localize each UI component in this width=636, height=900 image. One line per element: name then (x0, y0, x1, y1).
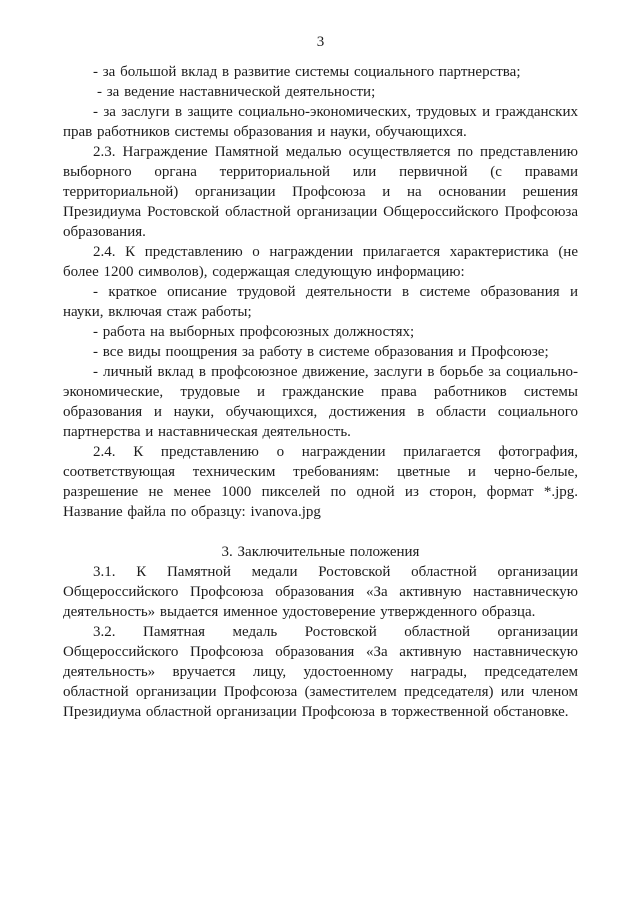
characteristic-item-personal-contribution: - личный вклад в профсоюзное движение, заслуги в борьбе за социально-экономические, трудовые и гражданские права работников системы образования и науки, обучающихся, достижения в области социального партнерства и наставническая деятельность. (63, 364, 578, 440)
merit-clause-rights-protection: - за заслуги в защите социально-экономических, трудовых и гражданских прав работников системы образования и науки, обучающихся. (63, 104, 578, 140)
clause-3-1-certificate: 3.1. К Памятной медали Ростовской областной организации Общероссийского Профсоюза образования «За активную наставническую деятельность» выдается именное удостоверение утвержденного образца. (63, 564, 578, 620)
document-body (63, 62, 578, 722)
characteristic-item-union-positions: - работа на выборных профсоюзных должностях; (93, 324, 415, 340)
merit-clause-mentoring: - за ведение наставнической деятельности; (97, 84, 376, 100)
characteristic-item-awards: - все виды поощрения за работу в системе образования и Профсоюзе; (93, 344, 549, 360)
clause-3-2-presentation: 3.2. Памятная медаль Ростовской областной организации Общероссийского Профсоюза образования «За активную наставническую деятельность» вручается лицу, удостоенному награды, председателем областной организации Профсоюза (заместителем председателя) или членом Президиума областной организации Профсоюза в торжественной обстановке. (63, 624, 578, 720)
section-3-heading: 3. Заключительные положения (221, 544, 420, 560)
clause-2-4-characteristic: 2.4. К представлению о награждении прилагается характеристика (не более 1200 символов), содержащая следующую информацию: (63, 244, 578, 280)
characteristic-item-work-description: - краткое описание трудовой деятельности в системе образования и науки, включая стаж работы; (63, 284, 578, 320)
page-number: 3 (316, 34, 325, 50)
clause-2-3-nomination-procedure: 2.3. Награждение Памятной медалью осуществляется по представлению выборного органа территориальной или первичной (с правами территориальной) организации Профсоюза и на основании решения Президиума Ростовской областной организации Общероссийского Профсоюза образования. (63, 144, 578, 240)
merit-clause-partnership: - за большой вклад в развитие системы социального партнерства; (93, 64, 521, 80)
clause-2-4-photo-requirements: 2.4. К представлению о награждении прилагается фотография, соответствующая техническим требованиям: цветные и черно-белые, разрешение не менее 1000 пикселей по одной из сторон, формат *.jpg. Название файла по образцу: ivanova.jpg (63, 444, 578, 520)
